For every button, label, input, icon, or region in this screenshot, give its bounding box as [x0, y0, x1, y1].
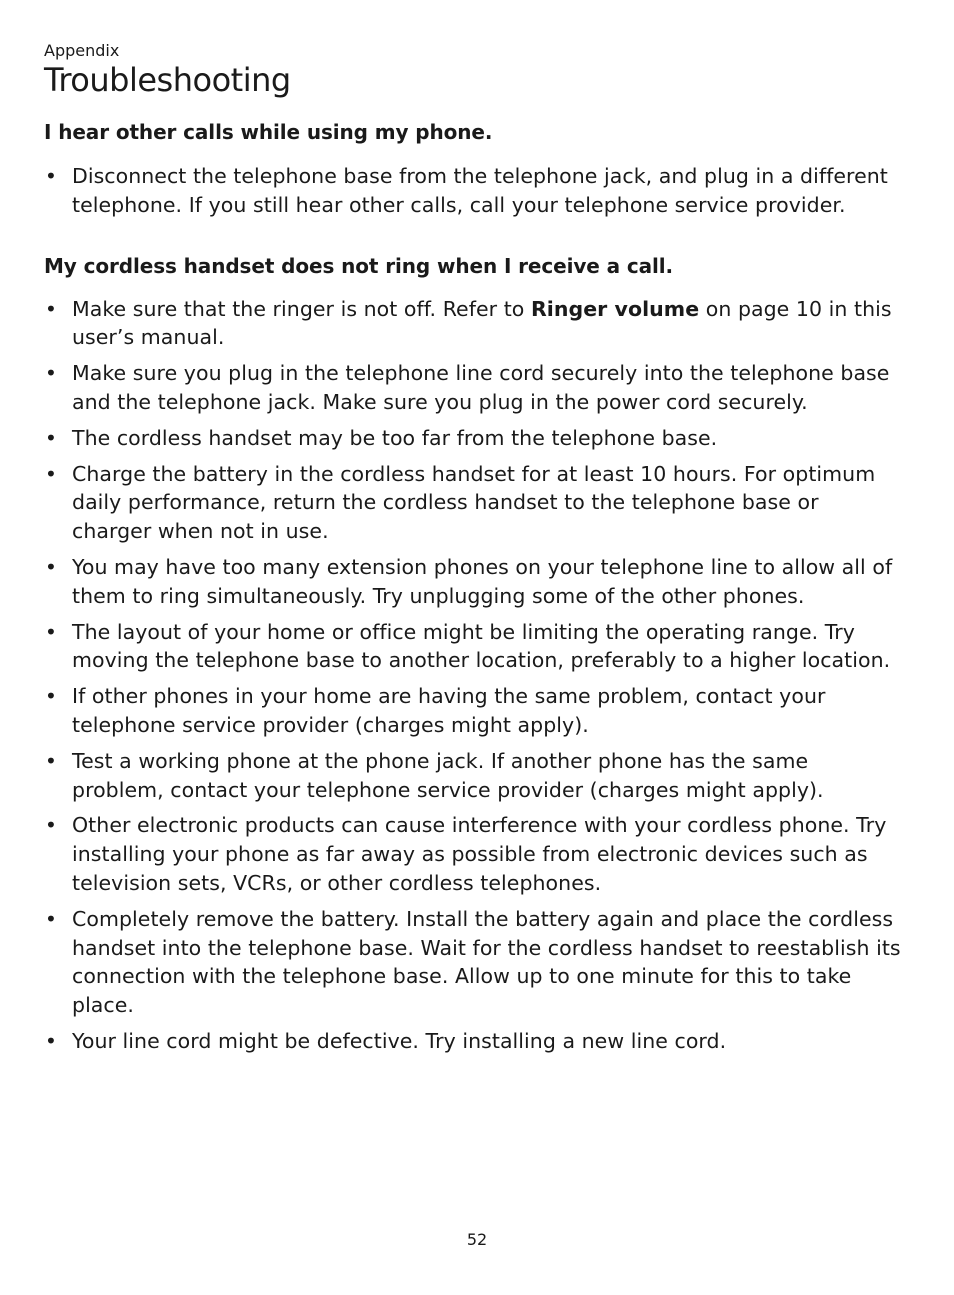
- list-item-text: If other phones in your home are having the same problem, contact your telephone service provider (charges might apply).: [72, 684, 826, 737]
- list-item-text: The layout of your home or office might be limiting the operating range. Try moving the telephone base to another location, preferably to a higher location.: [72, 619, 891, 673]
- answer-list: [44, 162, 904, 220]
- list-item-text: Completely remove the battery. Install the battery again and place the cordless handset into the telephone base. Wait for the cordless handset to reestablish its connection with the telephone base. Allow up to one minute for this to take place.: [72, 906, 901, 1018]
- list-item: [44, 424, 904, 453]
- list-item: [44, 811, 904, 897]
- question-heading: I hear other calls while using my phone.: [44, 120, 493, 144]
- ringer-volume-reference: Ringer volume: [530, 296, 700, 321]
- list-item-text: [72, 297, 892, 350]
- content: [44, 118, 904, 1063]
- list-item-text-part: on page 10 in this user’s manual.: [72, 296, 892, 350]
- list-item: [44, 295, 904, 353]
- list-item: [44, 618, 904, 676]
- list-item-text: Other electronic products can cause interference with your cordless phone. Try installing your phone as far away as possible from electronic devices such as television sets, VCRs, or other cordless telephones.: [72, 813, 887, 895]
- list-item-text: You may have too many extension phones on your telephone line to allow all of them to ring simultaneously. Try unplugging some of the other phones.: [72, 554, 893, 608]
- section-label: Appendix: [44, 41, 120, 60]
- question-heading: My cordless handset does not ring when I receive a call.: [44, 253, 674, 278]
- page-title: Troubleshooting: [44, 61, 291, 99]
- list-item: [44, 460, 904, 546]
- bullet-icon: •: [44, 554, 58, 579]
- bullet-icon: •: [44, 425, 58, 450]
- list-item-text: Make sure you plug in the telephone line cord securely into the telephone base and the telephone jack. Make sure you plug in the power cord securely.: [72, 361, 890, 414]
- page-number: 52: [466, 1230, 488, 1249]
- list-item: [44, 162, 904, 220]
- bullet-icon: •: [44, 906, 58, 931]
- list-item: [44, 747, 904, 805]
- list-item-text: Test a working phone at the phone jack. If another phone has the same problem, contact your telephone service provider (charges might apply).: [72, 748, 824, 802]
- list-item-text: Disconnect the telephone base from the telephone jack, and plug in a different telephone. If you still hear other calls, call your telephone service provider.: [72, 164, 888, 217]
- bullet-icon: •: [44, 619, 58, 644]
- list-item: [44, 1027, 904, 1056]
- list-item-text: Charge the battery in the cordless handset for at least 10 hours. For optimum daily performance, return the cordless handset to the telephone base or charger when not in use.: [72, 461, 876, 544]
- bullet-icon: •: [44, 361, 58, 386]
- bullet-icon: •: [44, 684, 58, 709]
- bullet-icon: •: [44, 813, 58, 838]
- answer-list: [44, 295, 904, 1056]
- bullet-icon: •: [44, 164, 58, 188]
- list-item-text: Your line cord might be defective. Try installing a new line cord.: [72, 1028, 727, 1053]
- list-item: [44, 553, 904, 611]
- bullet-icon: •: [44, 461, 58, 486]
- list-item: [44, 682, 904, 740]
- bullet-icon: •: [44, 296, 58, 321]
- list-item: [44, 359, 904, 417]
- list-item-text-part: Make sure that the ringer is not off. Refer to: [72, 296, 531, 321]
- list-item: [44, 905, 904, 1020]
- bullet-icon: •: [44, 1028, 58, 1053]
- bullet-icon: •: [44, 748, 58, 773]
- list-item-text: The cordless handset may be too far from the telephone base.: [72, 425, 718, 450]
